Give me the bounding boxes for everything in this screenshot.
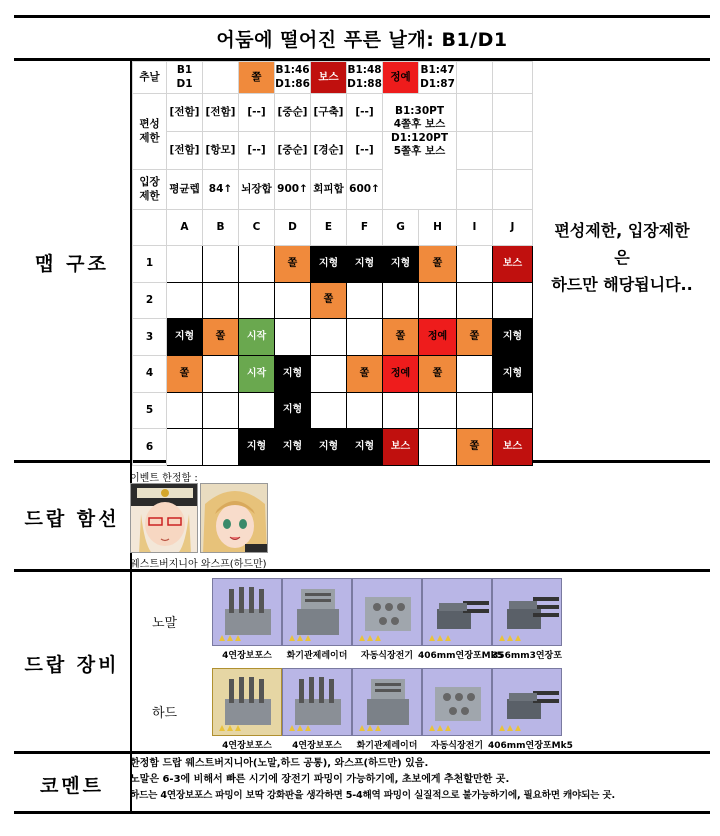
grid-row-header: 6 — [133, 429, 167, 466]
grid-cell: 지형 — [311, 429, 347, 466]
composition-cell: [전함] — [167, 132, 203, 170]
ship-portrait-wasp — [200, 483, 268, 553]
grid-cell: 지형 — [493, 319, 533, 356]
grid-cell: 지형 — [311, 246, 347, 283]
grid-cell: 지형 — [275, 429, 311, 466]
equipment-name: 화기관제레이더 — [356, 741, 418, 751]
grid-cell — [167, 429, 203, 466]
grid-cell — [457, 282, 493, 319]
grid-cell — [203, 356, 239, 393]
grid-cell — [311, 356, 347, 393]
grid-cell — [457, 356, 493, 393]
grid-cell — [203, 282, 239, 319]
grid-cell — [203, 246, 239, 283]
grid-column-header: E — [311, 210, 347, 246]
grid-column-header: A — [167, 210, 203, 246]
equipment-name: 4연장보포스 — [222, 741, 272, 751]
drop-ships-section — [14, 463, 710, 572]
grid-cell: 보스 — [383, 429, 419, 466]
info-cell — [203, 62, 239, 94]
entry-cell: 평균렙 — [167, 170, 203, 210]
grid-cell: 정예 — [419, 319, 457, 356]
grid-row-header: 4 — [133, 356, 167, 393]
grid-column-header: G — [383, 210, 419, 246]
grid-cell: 시작 — [239, 356, 275, 393]
map-note — [534, 217, 710, 298]
ship-portrait-west-virginia — [130, 483, 198, 553]
comment-line-3: 하드는 4연장보포스 파밍이 보딱 강화판을 생각하면 5-4해역 파밍이 실질적으로 불가능하기에, 필요하면 캐야되는 곳. — [130, 790, 615, 801]
info-cell: B1:46 D1:86 — [275, 62, 311, 94]
grid-cell: 쫄 — [203, 319, 239, 356]
map-section-label: 맵 구조 — [35, 252, 109, 275]
info-cell: B1:47 D1:87 — [419, 62, 457, 94]
info-cell — [493, 94, 533, 132]
info-cell: B1:48 D1:88 — [347, 62, 383, 94]
grid-cell: 쫄 — [419, 356, 457, 393]
grid-cell: 보스 — [493, 429, 533, 466]
grid-cell — [383, 392, 419, 429]
equipment-icon — [352, 668, 422, 736]
info-cell: 정예 — [383, 62, 419, 94]
grid-cell — [239, 282, 275, 319]
grid-cell — [167, 282, 203, 319]
entry-cell: 뇌장합 — [239, 170, 275, 210]
grid-row-header: 1 — [133, 246, 167, 283]
drop-equip-section — [14, 572, 710, 754]
grid-column-header: B — [203, 210, 239, 246]
grid-cell — [239, 392, 275, 429]
grid-column-header: J — [493, 210, 533, 246]
equipment-name: 406mm연장포Mk5 — [418, 651, 503, 661]
composition-cell: [경순] — [311, 132, 347, 170]
grid-cell: 지형 — [275, 392, 311, 429]
equipment-icon — [352, 578, 422, 646]
comment-label: 코멘트 — [39, 774, 105, 797]
grid-cell — [275, 282, 311, 319]
grid-cell — [239, 246, 275, 283]
grid-cell — [275, 319, 311, 356]
grid-cell — [311, 392, 347, 429]
equipment-icon — [492, 578, 562, 646]
grid-row-header: 2 — [133, 282, 167, 319]
grid-row-header: 5 — [133, 392, 167, 429]
composition-cell: [--] — [347, 132, 383, 170]
d1-point-note: D1:120PT 5쫄후 보스 — [383, 132, 457, 210]
grid-cell: 쫄 — [457, 319, 493, 356]
equipment-icon — [282, 668, 352, 736]
equipment-icon — [492, 668, 562, 736]
grid-cell — [493, 392, 533, 429]
grid-cell — [383, 282, 419, 319]
grid-cell: 지형 — [275, 356, 311, 393]
grid-cell — [347, 392, 383, 429]
grid-cell — [457, 392, 493, 429]
equipment-name: 406mm연장포Mk5 — [488, 741, 573, 751]
grid-corner — [133, 210, 167, 246]
map-grid — [132, 209, 533, 466]
drop-ships-label: 드랍 함선 — [24, 508, 120, 530]
grid-cell — [167, 246, 203, 283]
grid-column-header: D — [275, 210, 311, 246]
grid-cell: 정예 — [383, 356, 419, 393]
equipment-name: 화기관제레이더 — [286, 651, 348, 661]
equipment-name: 4연장보포스 — [222, 651, 272, 661]
grid-cell — [419, 429, 457, 466]
info-cell: 쫄 — [239, 62, 275, 94]
composition-cell: [중순] — [275, 94, 311, 132]
grid-cell: 보스 — [493, 246, 533, 283]
composition-cell: [전함] — [167, 94, 203, 132]
grid-cell: 지형 — [239, 429, 275, 466]
grid-cell: 쫄 — [419, 246, 457, 283]
grid-cell — [347, 319, 383, 356]
grid-cell: 쫄 — [167, 356, 203, 393]
grid-column-header: C — [239, 210, 275, 246]
grid-row-header: 3 — [133, 319, 167, 356]
equipment-name: 자동식장전기 — [430, 741, 484, 751]
info-row-label: 추날 — [133, 62, 167, 94]
comment-section — [14, 754, 710, 814]
info-cell: 보스 — [311, 62, 347, 94]
grid-cell — [493, 282, 533, 319]
equipment-icon — [422, 578, 492, 646]
equipment-icon — [282, 578, 352, 646]
grid-cell: 쫄 — [457, 429, 493, 466]
info-cell — [457, 170, 493, 210]
composition-cell: [항모] — [203, 132, 239, 170]
grid-cell — [203, 392, 239, 429]
map-info-table — [132, 61, 533, 210]
entry-cell: 900↑ — [275, 170, 311, 210]
equipment-name: 4연장보포스 — [292, 741, 342, 751]
composition-cell: [--] — [239, 94, 275, 132]
grid-cell: 지형 — [167, 319, 203, 356]
comment-line-1: 한정함 드랍 웨스트버지니아(노말,하드 공통), 와스프(하드만) 있음. — [130, 758, 429, 769]
grid-cell — [419, 282, 457, 319]
grid-cell — [203, 429, 239, 466]
grid-cell: 쫄 — [275, 246, 311, 283]
equipment-name: 자동식장전기 — [360, 651, 414, 661]
equipment-icon — [212, 668, 282, 736]
page-title: 어둠에 떨어진 푸른 날개: B1/D1 — [14, 15, 710, 61]
info-cell — [493, 170, 533, 210]
grid-cell: 지형 — [383, 246, 419, 283]
grid-cell — [457, 246, 493, 283]
grid-column-header: H — [419, 210, 457, 246]
grid-column-header: F — [347, 210, 383, 246]
equipment-name: 356mm3연장포 — [492, 651, 562, 661]
grid-column-header: I — [457, 210, 493, 246]
grid-cell: 지형 — [347, 246, 383, 283]
comment-line-2: 노말은 6-3에 비해서 빠른 시기에 장전기 파밍이 가능하기에, 초보에게 추천할만한 곳. — [130, 774, 510, 785]
equipment-icon — [422, 668, 492, 736]
grid-cell — [347, 282, 383, 319]
grid-cell: 시작 — [239, 319, 275, 356]
hard-row-label: 하드 — [152, 706, 178, 721]
map-note-text: 편성제한, 입장제한 은 하드만 해당됩니다.. — [551, 221, 693, 294]
map-section — [14, 61, 710, 463]
grid-cell: 쫄 — [347, 356, 383, 393]
grid-cell: 쫄 — [311, 282, 347, 319]
drop-equip-label: 드랍 장비 — [24, 653, 120, 676]
composition-cell: [중순] — [275, 132, 311, 170]
grid-cell — [167, 392, 203, 429]
equipment-icon — [212, 578, 282, 646]
info-cell — [493, 62, 533, 94]
info-cell — [493, 132, 533, 170]
composition-cell: [전함] — [203, 94, 239, 132]
info-cell: B1 D1 — [167, 62, 203, 94]
entry-cell: 600↑ — [347, 170, 383, 210]
composition-cell: [구축] — [311, 94, 347, 132]
drop-ship-names: 웨스트버지니아 와스프(하드만) — [130, 559, 267, 570]
composition-cell: [--] — [239, 132, 275, 170]
info-cell — [457, 62, 493, 94]
b1-point-note: B1:30PT 4쫄후 보스 — [383, 94, 457, 132]
grid-cell: 쫄 — [383, 319, 419, 356]
limited-ship-label: 이벤트 한정함 : — [130, 473, 198, 484]
grid-cell — [311, 319, 347, 356]
grid-cell — [419, 392, 457, 429]
grid-cell: 지형 — [493, 356, 533, 393]
normal-row-label: 노말 — [152, 616, 178, 631]
info-cell — [457, 94, 493, 132]
info-row-label: 입장 제한 — [133, 170, 167, 210]
info-row-label: 편성 제한 — [133, 94, 167, 170]
composition-cell: [--] — [347, 94, 383, 132]
info-cell — [457, 132, 493, 170]
entry-cell: 84↑ — [203, 170, 239, 210]
entry-cell: 회피합 — [311, 170, 347, 210]
grid-cell: 지형 — [347, 429, 383, 466]
